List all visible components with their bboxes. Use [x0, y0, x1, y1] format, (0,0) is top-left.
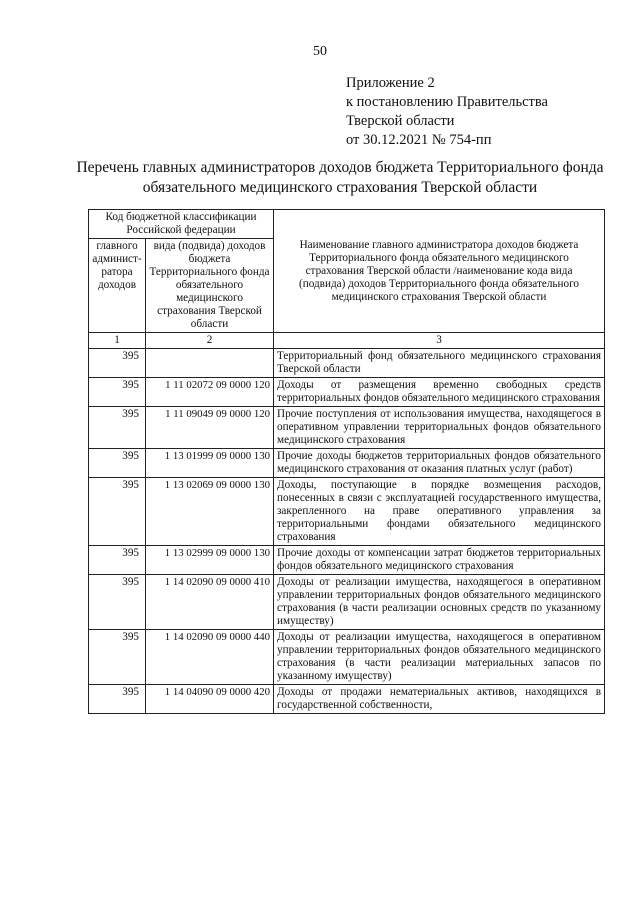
revenue-name-cell: Прочие поступления от использования имущества, находящегося в оперативном управлении территориальных фондов обязательного медицинского страхования — [274, 407, 605, 449]
revenue-code-cell: 1 11 09049 09 0000 120 — [146, 407, 274, 449]
revenue-name-cell: Доходы от реализации имущества, находящегося в оперативном управлении территориальных фондов обязательного медицинского страхования (в части реализации основных средств по указанному имуществу) — [274, 575, 605, 630]
admin-code-cell: 395 — [89, 349, 146, 378]
table-row — [89, 575, 605, 630]
revenue-code-cell: 1 13 01999 09 0000 130 — [146, 449, 274, 478]
table-row — [89, 378, 605, 407]
revenue-code-cell: 1 14 04090 09 0000 420 — [146, 685, 274, 714]
title-line: Перечень главных администраторов доходов бюджета Территориального фонда — [76, 159, 604, 176]
column-number-row — [89, 333, 605, 349]
header-row — [89, 210, 605, 239]
revenue-code-cell: 1 13 02999 09 0000 130 — [146, 546, 274, 575]
admin-code-cell: 395 — [89, 546, 146, 575]
revenue-name-cell: Доходы от реализации имущества, находящегося в оперативном управлении территориальных фондов обязательного медицинского страхования (в части реализации материальных запасов по указанному имуществу) — [274, 630, 605, 685]
column-number: 1 — [89, 333, 146, 349]
admin-code-cell: 395 — [89, 449, 146, 478]
header-group-cell: Код бюджетной классификации Российской федерации — [89, 210, 274, 239]
revenue-name-cell: Доходы от размещения временно свободных средств территориальных фондов обязательного медицинского страхования — [274, 378, 605, 407]
admin-code-cell: 395 — [89, 575, 146, 630]
title-line: обязательного медицинского страхования Тверской области — [142, 179, 538, 196]
table-row — [89, 478, 605, 546]
table-row — [89, 630, 605, 685]
admin-code-cell: 395 — [89, 685, 146, 714]
table-row — [89, 685, 605, 714]
header-code-cell: вида (подвида) доходов бюджета Территориального фонда обязательного медицинского страхования Тверской области — [146, 239, 274, 333]
revenue-code-cell: 1 14 02090 09 0000 440 — [146, 630, 274, 685]
appendix-line: к постановлению Правительства — [346, 94, 548, 110]
table-row — [89, 349, 605, 378]
table-row — [89, 407, 605, 449]
table-row — [89, 449, 605, 478]
revenue-name-cell: Доходы от продажи нематериальных активов, находящихся в государственной собственности, — [274, 685, 605, 714]
header-name-cell: Наименование главного администратора доходов бюджета Территориального фонда обязательного медицинского страхования Тверской области /наименование кода вида (подвида) доходов Территориального фонда обязательного медицинского страхования Тверской области — [274, 210, 605, 333]
revenue-name-cell: Прочие доходы бюджетов территориальных фондов обязательного медицинского страхования от оказания платных услуг (работ) — [274, 449, 605, 478]
revenue-code-cell: 1 11 02072 09 0000 120 — [146, 378, 274, 407]
revenue-code-cell: 1 14 02090 09 0000 410 — [146, 575, 274, 630]
appendix-line: Приложение 2 — [346, 75, 435, 91]
revenue-table — [88, 209, 605, 714]
admin-code-cell: 395 — [89, 478, 146, 546]
appendix-line: от 30.12.2021 № 754-пп — [346, 132, 492, 148]
column-number: 3 — [274, 333, 605, 349]
page-number: 50 — [313, 44, 327, 59]
table-body — [89, 349, 605, 714]
table-row — [89, 546, 605, 575]
header-admin-cell: главного админист-ратора доходов — [89, 239, 146, 333]
admin-code-cell: 395 — [89, 378, 146, 407]
revenue-name-cell: Прочие доходы от компенсации затрат бюджетов территориальных фондов обязательного медицинского страхования — [274, 546, 605, 575]
revenue-code-cell: 1 13 02069 09 0000 130 — [146, 478, 274, 546]
document-title — [60, 158, 620, 198]
appendix-line: Тверской области — [346, 113, 455, 129]
revenue-name-cell: Доходы, поступающие в порядке возмещения расходов, понесенных в связи с эксплуатацией государственного имущества, закрепленного на праве оперативного управления за территориальными фондами обязательного медицинского страхования — [274, 478, 605, 546]
admin-code-cell: 395 — [89, 407, 146, 449]
column-number: 2 — [146, 333, 274, 349]
revenue-name-cell: Территориальный фонд обязательного медицинского страхования Тверской области — [274, 349, 605, 378]
appendix-block — [346, 74, 548, 150]
admin-code-cell: 395 — [89, 630, 146, 685]
revenue-code-cell — [146, 349, 274, 378]
